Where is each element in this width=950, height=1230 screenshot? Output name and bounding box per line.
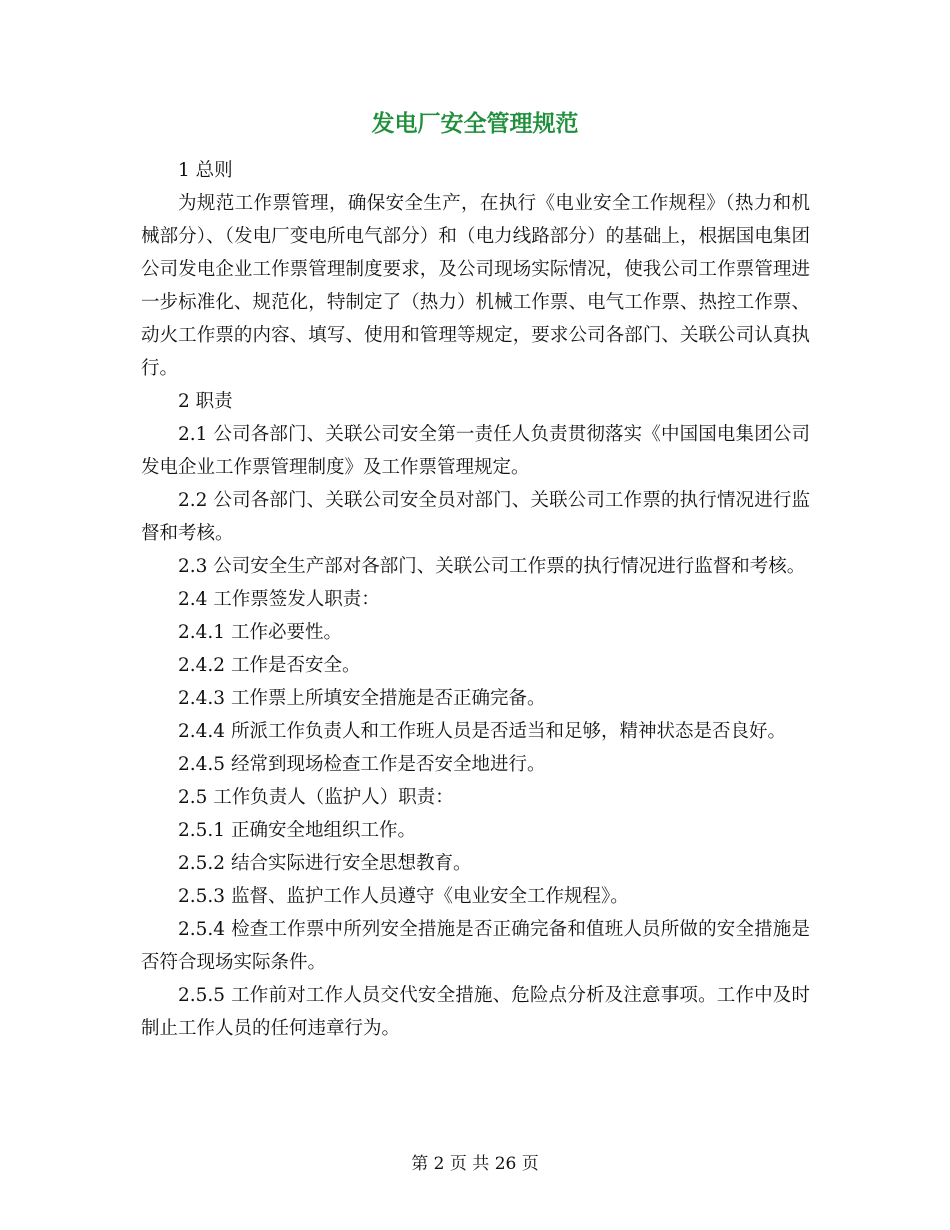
clause-2-5-3: 2.5.3 监督、监护工作人员遵守《电业安全工作规程》。	[178, 886, 629, 907]
clause-2-4-3: 2.4.3 工作票上所填安全措施是否正确完备。	[178, 688, 546, 709]
clause-2-4: 2.4 工作票签发人职责：	[178, 589, 380, 610]
section-heading-general: 1 总则	[178, 160, 233, 181]
paragraph-general-intro: 为规范工作票管理，确保安全生产，在执行《电业安全工作规程》（热力和机械部分）、（发电厂变电所电气部分）和（电力线路部分）的基础上，根据国电集团公司发电企业工作票管理制度要求，及公司现场实际情况，使我公司工作票管理进一步标准化、规范化，特制定了（热力）机械工作票、电气工作票、热控工作票、动火工作票的内容、填写、使用和管理等规定，要求公司各部门、关联公司认真执行。	[141, 193, 810, 379]
clause-2-3: 2.3 公司安全生产部对各部门、关联公司工作票的执行情况进行监督和考核。	[178, 556, 806, 577]
page-number-footer: 第 2 页 共 26 页	[411, 1154, 539, 1174]
clause-2-5-4: 2.5.4 检查工作票中所列安全措施是否正确完备和值班人员所做的安全措施是否符合现场实际条件。	[141, 919, 810, 973]
document-title: 发电厂安全管理规范	[371, 111, 579, 137]
clause-2-4-1: 2.4.1 工作必要性。	[178, 622, 342, 643]
clause-2-5-2: 2.5.2 结合实际进行安全思想教育。	[178, 853, 472, 874]
document-body	[141, 154, 810, 1045]
clause-2-5: 2.5 工作负责人（监护人）职责：	[178, 787, 454, 808]
clause-2-5-5: 2.5.5 工作前对工作人员交代安全措施、危险点分析及注意事项。工作中及时制止工作人员的任何违章行为。	[141, 985, 810, 1039]
clause-2-1: 2.1 公司各部门、关联公司安全第一责任人负责贯彻落实《中国国电集团公司发电企业工作票管理制度》及工作票管理规定。	[141, 424, 810, 478]
clause-2-2: 2.2 公司各部门、关联公司安全员对部门、关联公司工作票的执行情况进行监督和考核。	[141, 490, 810, 544]
clause-2-4-2: 2.4.2 工作是否安全。	[178, 655, 361, 676]
clause-2-5-1: 2.5.1 正确安全地组织工作。	[178, 820, 416, 841]
clause-2-4-4: 2.4.4 所派工作负责人和工作班人员是否适当和足够，精神状态是否良好。	[178, 721, 786, 742]
section-heading-duties: 2 职责	[178, 391, 233, 412]
clause-2-4-5: 2.4.5 经常到现场检查工作是否安全地进行。	[178, 754, 546, 775]
